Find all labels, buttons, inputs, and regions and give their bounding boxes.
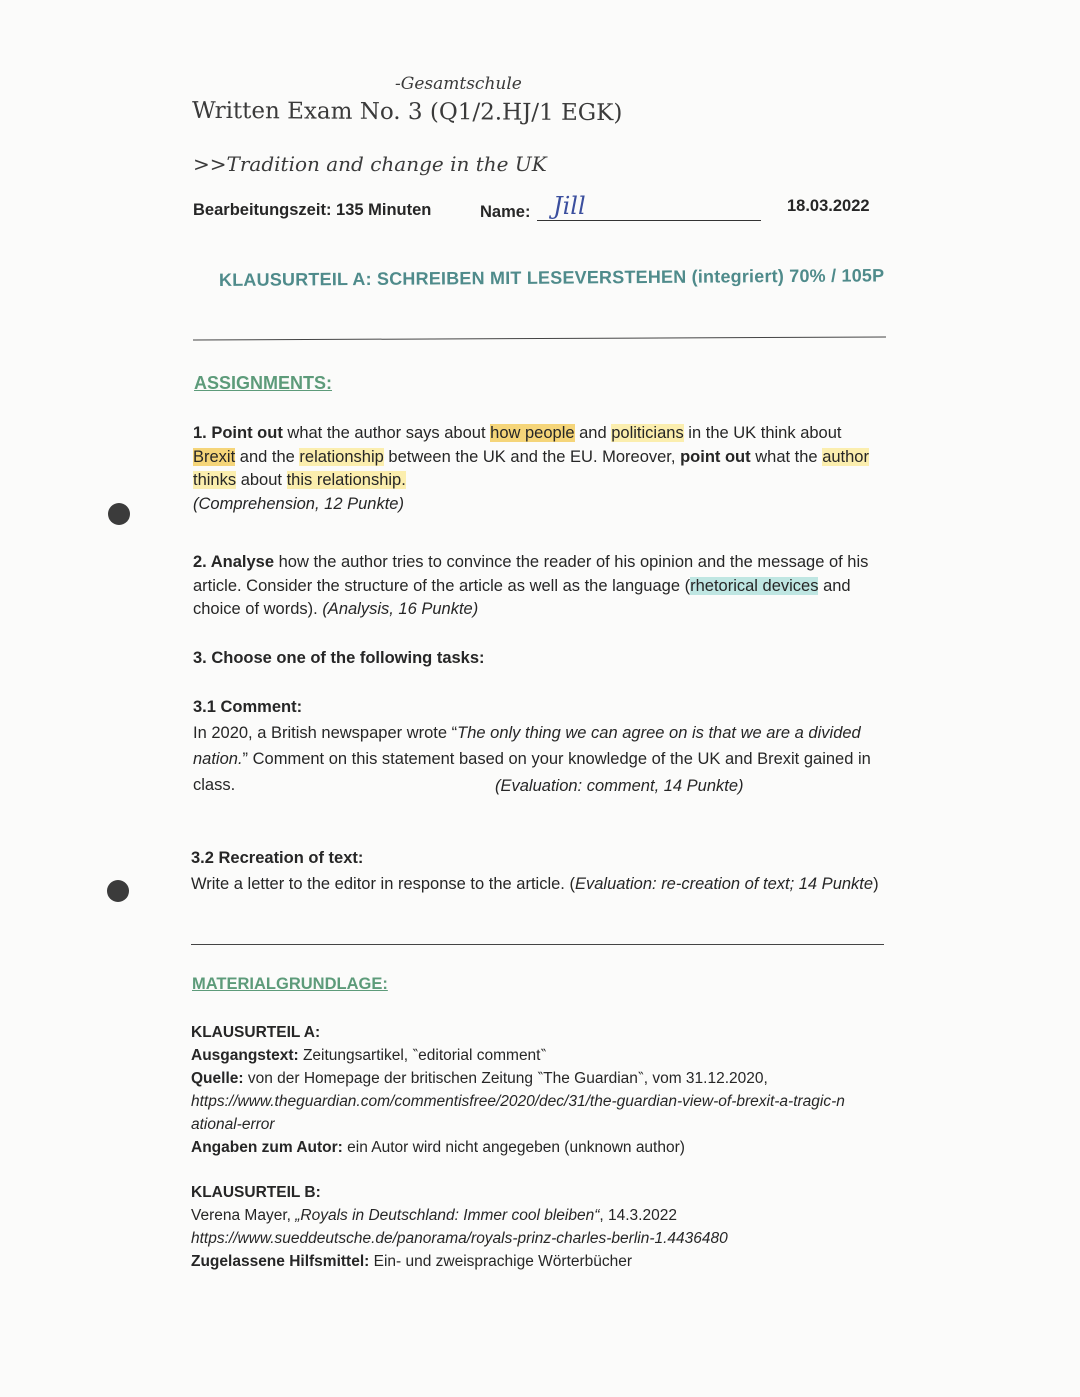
exam-topic: >>Tradition and change in the UK [193,152,547,176]
b-source-title: „Royals in Deutschland: Immer cool bleiben“ [295,1207,600,1224]
highlight-brexit: Brexit [193,447,236,466]
task-3-2-points: Evaluation: re-creation of text; 14 Punkte [574,875,874,893]
tools-value: Ein- und zweisprachige Wörterbücher [369,1253,633,1270]
task-3-2-title: 3.2 Recreation of text: [191,849,364,867]
task-1-lead: 1. Point out [193,424,283,442]
exam-date: 18.03.2022 [787,197,870,215]
material-part-b [191,1181,871,1273]
task-2-text-a: how the author tries to convince the reader of his opinion and the message of his article. Consider the structure of the article as well as the language ( [193,553,869,595]
name-value: Jill [553,192,586,220]
task-1-text-b: and [574,424,612,442]
b-source-author: Verena Mayer, [191,1207,296,1224]
task-3-1-points: (Evaluation: comment, 14 Punkte) [495,777,744,795]
task-3-1-quote: The only thing we can agree on is that we are a divided nation. [193,724,861,768]
task-1-text-d: and the [235,447,300,466]
highlight-politicians: politicians [611,424,684,442]
punch-hole-bottom [107,880,129,902]
source-value: Zeitungsartikel, ‶editorial comment‶ [298,1047,547,1064]
highlight-rhetorical-devices: rhetorical devices [690,576,819,595]
material-part-a [191,1021,871,1159]
author-value: ein Autor wird nicht angegeben (unknown author) [342,1139,685,1156]
task-1-text-e: between the UK and the EU. Moreover, [383,447,681,466]
task-1 [193,422,883,516]
task-3-1-text-a: In 2020, a British newspaper wrote “ [193,724,458,742]
task-3-2 [191,845,881,897]
task-1-text-f: what the [750,447,823,466]
task-2-lead: 2. Analyse [193,553,275,571]
material-b-title: KLAUSURTEIL B: [191,1184,321,1201]
task-3-2-text-a: Write a letter to the editor in response to the article. ( [191,875,575,893]
school-name: -Gesamtschule [395,74,522,94]
name-label: Name: [480,203,531,221]
name-line [537,220,761,221]
task-2 [193,551,883,622]
divider-top [193,336,886,340]
b-source-date: , 14.3.2022 [599,1207,677,1224]
task-1-text-a: what the author says about [282,424,491,442]
highlight-relationship: relationship [299,447,384,466]
assignments-heading: ASSIGNMENTS: [194,373,333,393]
quelle-label: Quelle: [191,1070,244,1087]
guardian-url[interactable]: https://www.theguardian.com/commentisfree/2020/dec/31/the-guardian-view-of-brexit-a-tragic-national-error [191,1093,845,1133]
task-3-1-text-b: ” Comment on this statement based on your knowledge of the UK and Brexit gained in class. [193,750,871,794]
time-label: Bearbeitungszeit: 135 Minuten [193,201,432,219]
section-a-title: KLAUSURTEIL A: SCHREIBEN MIT LESEVERSTEHEN (integriert) 70% / 105P [218,265,885,290]
exam-title: Written Exam No. 3 (Q1/2.HJ/1 EGK) [191,97,623,127]
task-3: 3. Choose one of the following tasks: [193,649,485,667]
task-2-text-b: and choice of words). [193,576,851,618]
highlight-author-thinks: author thinks [193,447,869,489]
task-1-text-g: about [236,471,287,489]
task-1-points: (Comprehension, 12 Punkte) [193,494,404,513]
author-label: Angaben zum Autor: [191,1139,343,1156]
divider-bottom [191,944,884,945]
material-heading: MATERIALGRUNDLAGE: [192,975,388,993]
quelle-value: von der Homepage der britischen Zeitung ‶The Guardian‶, vom 31.12.2020, [243,1070,768,1087]
task-1-lead-2: point out [680,447,751,466]
source-label: Ausgangstext: [191,1047,299,1064]
tools-label: Zugelassene Hilfsmittel: [191,1253,370,1270]
task-2-points: (Analysis, 16 Punkte) [322,600,479,618]
task-3-2-text-b: ) [873,875,879,893]
highlight-how-people: how people [490,424,575,442]
material-a-title: KLAUSURTEIL A: [191,1024,321,1041]
task-3-1-title: 3.1 Comment: [193,698,303,716]
highlight-this-relationship: this relationship. [286,471,406,489]
punch-hole-top [108,503,130,525]
sz-url[interactable]: https://www.sueddeutsche.de/panorama/royals-prinz-charles-berlin-1.4436480 [191,1230,728,1247]
task-1-text-c: in the UK think about [683,424,842,442]
